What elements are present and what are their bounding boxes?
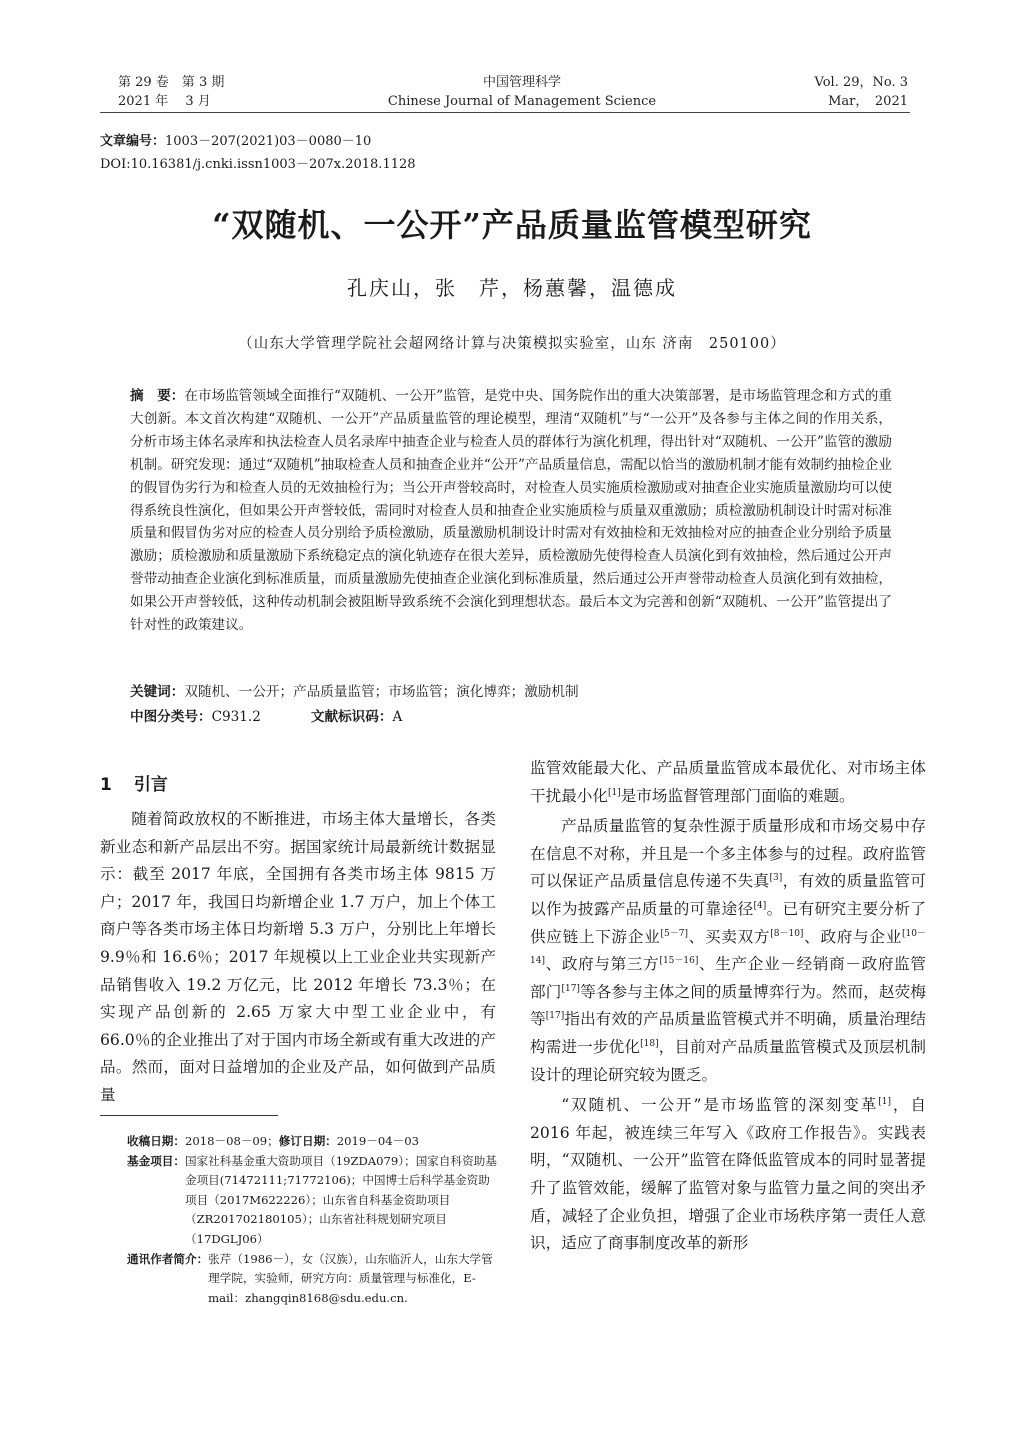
text-run: 。已有研究主要分析了供应链上下游企业	[530, 899, 926, 946]
doc-code-value: A	[392, 709, 403, 725]
text-run: 产品质量监管的复杂性源于质量形成和市场交易中存在信息不对称，并且是一个多主体参与的过程。政府监管可以保证产品质量信息传递不失真	[530, 817, 926, 891]
left-column	[100, 806, 496, 1110]
keywords-label: 关键词：	[130, 684, 185, 700]
text-run: ，目前对产品质量监管模式及顶层机制设计的理论研究较为匮乏。	[530, 1037, 926, 1084]
paragraph	[530, 755, 926, 810]
text-run: 监管效能最大化、产品质量监管成本最优化、对市场主体干扰最小化	[530, 759, 926, 805]
citation: [8－10]	[770, 928, 804, 939]
paragraph: 随着简政放权的不断推进，市场主体大量增长，各类新业态和新产品层出不穷。据国家统计局最新统计数据显示：截至 2017 年底，全国拥有各类市场主体 9815 万户；2017 年，我国日均新增企业 1.7 万户，加上个体工商户等各类市场主体日均新增 5.3 万户，分别比上年增长 9.9％和 16.6％；2017 年规模以上工业企业共实现新产品销售收入 19.2 万亿元，比 2012 年增长 73.3％；在实现产品创新的 2.65 万家大中型工业企业中，有 66.0％的企业推出了对于国内市场全新或有重大改进的产品。然而，面对日益增加的企业及产品，如何做到产品质量	[100, 810, 496, 1104]
text-run: ，自 2016 年起，被连续三年写入《政府工作报告》。实践表明，“双随机、一公开”监管在降低监管成本的同时显著提升了监管效能，缓解了监管对象与监管力量之间的突出矛盾，减轻了企业负担，增强了企业市场秩序第一责任人意识，适应了商事制度改革的新形	[530, 1096, 926, 1253]
text-run: ，有效的质量监管可以作为披露产品质量的可靠途径	[530, 872, 926, 918]
citation: [3]	[769, 873, 783, 884]
paper-title: “双随机、一公开”产品质量监管模型研究	[212, 206, 812, 244]
citation: [10－14]	[530, 928, 926, 966]
header-rule	[100, 112, 910, 113]
citation: [1]	[878, 1096, 891, 1107]
fund-text: 国家社科基金重大资助项目（19ZDA079）；国家自科资助基金项目(71472111;71772106)；中国博士后科学基金资助项目（2017M622226）；山东省自科基金资助项目（ZR201702180105）；山东省社科规划研究项目（17DGLJ06）	[184, 1153, 497, 1246]
classification	[130, 707, 402, 727]
citation: [17]	[561, 983, 580, 994]
citation: [18]	[640, 1038, 659, 1049]
header-volume: 第 29 卷 第 3 期	[118, 75, 225, 90]
section-number: 1	[100, 775, 112, 795]
text-run: 、政府与第三方	[544, 955, 660, 974]
text-run: 指出有效的产品质量监管模式并不明确，质量治理结构需进一步优化	[530, 1010, 926, 1056]
authors: 孔庆山，张 芹，杨蕙馨，温德成	[347, 276, 677, 300]
article-number-value: 1003－207(2021)03－0080－10	[165, 134, 372, 149]
abstract-label: 摘 要：	[130, 388, 185, 404]
revised-date: 2019－04－03	[336, 1134, 419, 1148]
header-vol-en	[760, 73, 908, 111]
header-vol-date: Mar， 2021	[828, 94, 908, 109]
text-run: “双随机、一公开”是市场监管的深刻变革	[561, 1096, 879, 1115]
header-volume-info	[118, 73, 224, 111]
paragraph	[530, 813, 926, 1089]
footnote-dates	[127, 1132, 497, 1152]
keywords-text: 双随机、一公开；产品质量监管；市场监管；演化博弈；激励机制	[184, 684, 579, 700]
received-label: 收稿日期：	[127, 1134, 185, 1148]
header-journal	[312, 73, 732, 111]
clc-value: C931.2	[211, 709, 261, 725]
text-run: 是市场监督管理部门面临的难题。	[620, 786, 855, 805]
article-number	[100, 133, 371, 151]
text-run: 、政府与企业	[803, 927, 903, 946]
article-number-label: 文章编号：	[100, 134, 166, 149]
right-column	[530, 755, 926, 1258]
citation: [5－7]	[660, 928, 688, 939]
citation: [15－16]	[659, 955, 699, 966]
text-run: 等各参与主体之间的质量博弈行为。然而，赵荧梅等	[530, 982, 926, 1029]
header-date: 2021 年 3 月	[118, 94, 211, 109]
header-journal-cn: 中国管理科学	[482, 75, 561, 90]
footnote-author	[127, 1250, 497, 1309]
author-label: 通讯作者简介：	[127, 1251, 209, 1266]
fund-label: 基金项目：	[127, 1153, 185, 1168]
clc-label: 中图分类号：	[130, 709, 212, 725]
text-run: 、生产企业－经销商－政府监管部门	[530, 955, 926, 1001]
section-title: 引言	[133, 775, 168, 795]
received-date: 2018－08－09；	[184, 1134, 279, 1148]
abstract	[130, 385, 892, 637]
paragraph	[530, 1092, 926, 1258]
footnote-fund	[127, 1152, 497, 1250]
footnote-rule	[100, 1115, 278, 1116]
citation: [17]	[545, 1011, 565, 1022]
text-run: 、买卖双方	[687, 927, 771, 946]
abstract-text: 在市场监管领域全面推行“双随机、一公开”监管，是党中央、国务院作出的重大决策部署，是市场监管理念和方式的重大创新。本文首次构建“双随机、一公开”产品质量监管的理论模型，理清“双随机”与“一公开”及各参与主体之间的作用关系，分析市场主体名录库和执法检查人员名录库中抽查企业与检查人员的群体行为演化机理，得出针对“双随机、一公开”监管的激励机制。研究发现：通过“双随机”抽取检查人员和抽查企业并“公开”产品质量信息，需配以恰当的激励机制才能有效制约抽检企业的假冒伪劣行为和检查人员的无效抽检行为；当公开声誉较高时，对检查人员实施质检激励或对抽查企业实施质量激励均可以使得系统良性演化，但如果公开声誉较低，需同时对检查人员和抽查企业实施质检与质量双重激励；质检激励机制设计时需对标准质量和假冒伪劣对应的检查人员分别给予质检激励，质量激励机制设计时需对有效抽检和无效抽检对应的抽查企业分别给予质量激励；质检激励和质量激励下系统稳定点的演化轨迹存在很大差异，质检激励先使得检查人员演化到有效抽检，然后通过公开声誉带动抽查企业演化到标准质量，而质量激励先使抽查企业演化到标准质量，然后通过公开声誉带动检查人员演化到有效抽检，如果公开声誉较低，这种传动机制会被阻断导致系统不会演化到理想状态。最后本文为完善和创新“双随机、一公开”监管提出了针对性的政策建议。	[130, 388, 892, 634]
header-journal-en: Chinese Journal of Management Science	[387, 94, 657, 109]
header-vol-number: Vol. 29，No. 3	[814, 75, 908, 90]
section-heading	[100, 770, 168, 795]
doi: DOI:10.16381/j.cnki.issn1003－207x.2018.1128	[100, 157, 416, 172]
affiliation: （山东大学管理学院社会超网络计算与决策模拟实验室，山东 济南 250100）	[238, 336, 786, 352]
author-text: 张芹（1986－），女（汉族），山东临沂人，山东大学管理学院，实验师，研究方向：质量管理与标准化，E-mail：zhangqin8168@sdu.edu.cn.	[208, 1251, 493, 1305]
citation: [4]	[753, 900, 767, 911]
revised-label: 修订日期：	[278, 1134, 337, 1148]
footnotes	[127, 1132, 497, 1308]
doc-code-label: 文献标识码：	[310, 709, 393, 725]
keywords	[130, 682, 892, 702]
citation: [1]	[607, 787, 621, 798]
